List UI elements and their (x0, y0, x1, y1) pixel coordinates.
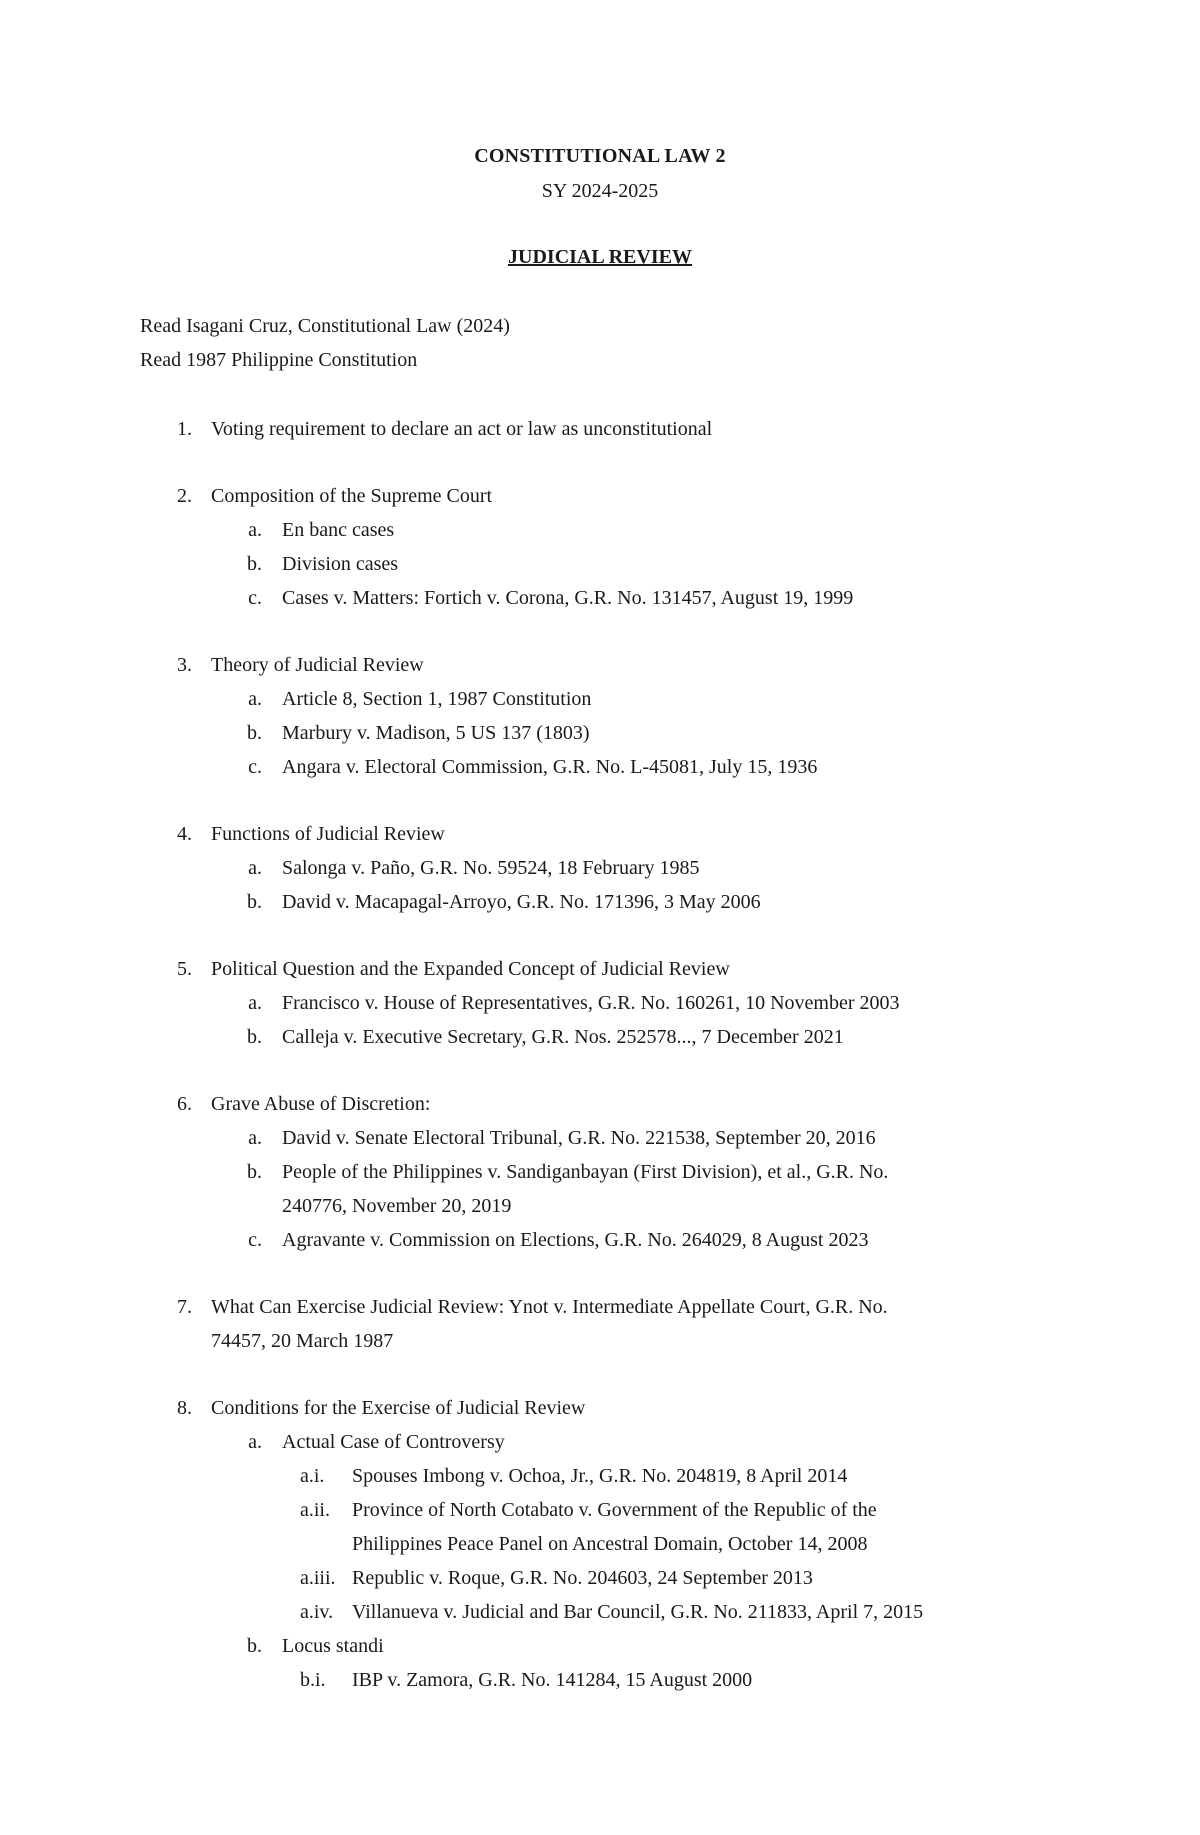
list-text: Locus standi (282, 1635, 384, 1657)
continuation-line (0, 1189, 1200, 1223)
list-marker: b. (247, 553, 262, 575)
list-text-continuation: Philippines Peace Panel on Ancestral Domain, October 14, 2008 (352, 1533, 868, 1555)
list-marker: 3. (177, 654, 192, 676)
list-text: Functions of Judicial Review (211, 823, 445, 845)
list-marker: 1. (177, 418, 192, 440)
list-marker: a. (248, 857, 262, 879)
list-marker: b. (247, 722, 262, 744)
list-text: Cases v. Matters: Fortich v. Corona, G.R. No. 131457, August 19, 1999 (282, 587, 854, 609)
reading-line: Read Isagani Cruz, Constitutional Law (2024) (140, 315, 510, 337)
sub-item (0, 986, 1200, 1020)
list-marker: c. (248, 587, 262, 609)
topic-block (0, 952, 1200, 1054)
sub-item (0, 547, 1200, 581)
list-marker: 6. (177, 1093, 192, 1115)
sub-item (0, 716, 1200, 750)
sub-item (0, 513, 1200, 547)
list-text: Article 8, Section 1, 1987 Constitution (282, 688, 592, 710)
list-marker: 5. (177, 958, 192, 980)
topic-block (0, 1290, 1200, 1358)
sub-item (0, 750, 1200, 784)
sub-item (0, 1155, 1200, 1189)
topic-item (0, 412, 1200, 446)
list-text: People of the Philippines v. Sandiganbayan (First Division), et al., G.R. No. (282, 1161, 889, 1183)
list-marker: a. (248, 1127, 262, 1149)
list-marker: b. (247, 1026, 262, 1048)
topic-block (0, 648, 1200, 784)
list-text: Province of North Cotabato v. Government of the Republic of the (352, 1499, 877, 1521)
topic-block (0, 412, 1200, 446)
list-text: Salonga v. Paño, G.R. No. 59524, 18 February 1985 (282, 857, 700, 879)
list-marker: a. (248, 1431, 262, 1453)
list-text: David v. Macapagal-Arroyo, G.R. No. 171396, 3 May 2006 (282, 891, 761, 913)
list-text: Division cases (282, 553, 399, 575)
list-text: Theory of Judicial Review (211, 654, 424, 676)
list-text: Composition of the Supreme Court (211, 485, 493, 507)
document-title: CONSTITUTIONAL LAW 2 (474, 145, 726, 167)
case-item (0, 1663, 1200, 1697)
list-text: Spouses Imbong v. Ochoa, Jr., G.R. No. 204819, 8 April 2014 (352, 1465, 848, 1487)
list-text: Villanueva v. Judicial and Bar Council, G.R. No. 211833, April 7, 2015 (352, 1601, 924, 1623)
list-marker: b. (247, 1635, 262, 1657)
sub-item (0, 682, 1200, 716)
case-item (0, 1459, 1200, 1493)
list-text: Angara v. Electoral Commission, G.R. No. L-45081, July 15, 1936 (282, 756, 818, 778)
topic-item (0, 1290, 1200, 1324)
list-text: What Can Exercise Judicial Review: Ynot v. Intermediate Appellate Court, G.R. No. (211, 1296, 888, 1318)
case-item (0, 1493, 1200, 1527)
sub-item (0, 1121, 1200, 1155)
topic-item (0, 648, 1200, 682)
list-text: Agravante v. Commission on Elections, G.R. No. 264029, 8 August 2023 (282, 1229, 869, 1251)
list-text: David v. Senate Electoral Tribunal, G.R. No. 221538, September 20, 2016 (282, 1127, 876, 1149)
list-marker: 2. (177, 485, 192, 507)
topic-block (0, 479, 1200, 615)
list-marker: a.iii. (300, 1567, 336, 1589)
sub-item (0, 1425, 1200, 1459)
school-year: SY 2024-2025 (541, 180, 659, 202)
list-text: Conditions for the Exercise of Judicial Review (211, 1397, 586, 1419)
list-text: Calleja v. Executive Secretary, G.R. Nos. 252578..., 7 December 2021 (282, 1026, 844, 1048)
sub-item (0, 885, 1200, 919)
list-marker: b. (247, 1161, 262, 1183)
list-marker: a. (248, 992, 262, 1014)
list-marker: a.iv. (300, 1601, 334, 1623)
list-marker: 8. (177, 1397, 192, 1419)
continuation-line (0, 1324, 1200, 1358)
topic-outline (0, 412, 1200, 1730)
list-marker: a.i. (300, 1465, 325, 1487)
topic-block (0, 817, 1200, 919)
topic-item (0, 952, 1200, 986)
sub-item (0, 1020, 1200, 1054)
list-marker: b.i. (300, 1669, 326, 1691)
list-text: En banc cases (282, 519, 395, 541)
list-marker: a.ii. (300, 1499, 330, 1521)
sub-item (0, 1629, 1200, 1663)
topic-block (0, 1391, 1200, 1697)
topic-block (0, 1087, 1200, 1257)
list-marker: 4. (177, 823, 192, 845)
topic-item (0, 479, 1200, 513)
list-marker: a. (248, 519, 262, 541)
topic-item (0, 1391, 1200, 1425)
list-text: Voting requirement to declare an act or law as unconstitutional (211, 418, 713, 440)
list-text-continuation: 74457, 20 March 1987 (211, 1330, 394, 1352)
list-marker: b. (247, 891, 262, 913)
continuation-line (0, 1527, 1200, 1561)
reading-line: Read 1987 Philippine Constitution (140, 349, 418, 371)
list-text: Marbury v. Madison, 5 US 137 (1803) (282, 722, 590, 744)
list-marker: a. (248, 688, 262, 710)
list-marker: c. (248, 1229, 262, 1251)
list-marker: c. (248, 756, 262, 778)
topic-item (0, 817, 1200, 851)
list-text: Political Question and the Expanded Concept of Judicial Review (211, 958, 730, 980)
list-text: Grave Abuse of Discretion: (211, 1093, 431, 1115)
list-text: Actual Case of Controversy (282, 1431, 505, 1453)
sub-item (0, 1223, 1200, 1257)
section-heading: JUDICIAL REVIEW (508, 246, 692, 268)
sub-item (0, 581, 1200, 615)
case-item (0, 1561, 1200, 1595)
case-item (0, 1595, 1200, 1629)
list-text-continuation: 240776, November 20, 2019 (282, 1195, 512, 1217)
list-text: IBP v. Zamora, G.R. No. 141284, 15 August 2000 (352, 1669, 753, 1691)
sub-item (0, 851, 1200, 885)
list-text: Republic v. Roque, G.R. No. 204603, 24 September 2013 (352, 1567, 813, 1589)
list-marker: 7. (177, 1296, 192, 1318)
list-text: Francisco v. House of Representatives, G.R. No. 160261, 10 November 2003 (282, 992, 900, 1014)
topic-item (0, 1087, 1200, 1121)
